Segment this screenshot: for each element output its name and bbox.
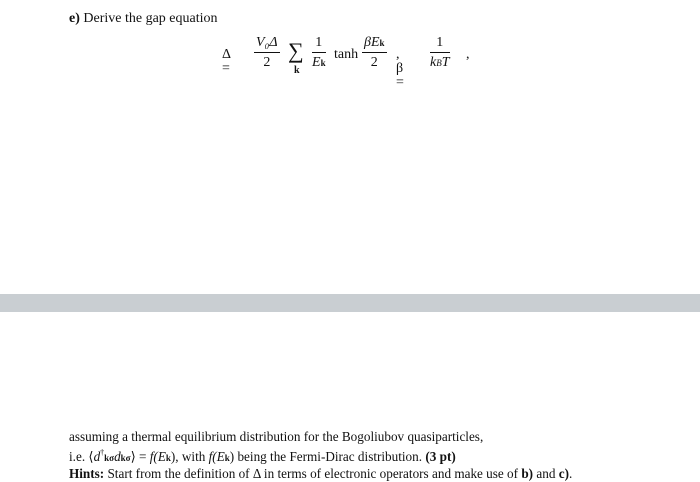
line2-arg-close: ), with bbox=[170, 449, 209, 464]
eq-coef-num: V₀Δ bbox=[254, 36, 280, 53]
line2-arg2-sub: k bbox=[224, 453, 230, 463]
text-line-2 bbox=[69, 445, 572, 466]
line2-f2: f bbox=[208, 449, 213, 464]
hints-label: Hints: bbox=[69, 466, 105, 481]
hint-ref-b: b) bbox=[521, 466, 534, 481]
eq-beta-num: 1 bbox=[430, 36, 450, 53]
part-title: Derive the gap equation bbox=[83, 11, 218, 26]
eq-lhs: Δ = bbox=[222, 47, 231, 76]
problem-text bbox=[69, 429, 572, 482]
eq-inv-den-sub: k bbox=[320, 58, 326, 68]
part-heading bbox=[69, 11, 218, 27]
eq-beta-sub: B bbox=[436, 58, 442, 68]
eq-end: , bbox=[466, 47, 470, 62]
line2-mid: ⟩ = bbox=[130, 449, 150, 464]
eq-coef-fraction bbox=[254, 36, 280, 70]
eq-beta-fraction bbox=[430, 36, 450, 70]
eq-arg-sub: k bbox=[379, 38, 385, 48]
line2-prefix: i.e. ⟨ bbox=[69, 449, 94, 464]
eq-arg-fraction bbox=[362, 36, 387, 70]
line2-rest: ) being the Fermi-Dirac distribution. bbox=[229, 449, 426, 464]
eq-beta-T: T bbox=[441, 55, 450, 70]
hint-ref-c: c) bbox=[558, 466, 569, 481]
eq-arg-beta: β bbox=[364, 35, 371, 50]
eq-inv-den: E bbox=[312, 55, 321, 70]
eq-inv-num: 1 bbox=[312, 36, 326, 53]
hint-and: and bbox=[533, 466, 559, 481]
eq-sep: , β = bbox=[396, 47, 404, 90]
eq-tanh: tanh bbox=[334, 47, 359, 62]
eq-arg-var: E bbox=[370, 35, 380, 50]
points-label: (3 pt) bbox=[425, 449, 456, 464]
hints-text: Start from the definition of Δ in terms of electronic operators and make use of bbox=[104, 466, 522, 481]
line2-d1: d bbox=[93, 449, 101, 464]
line2-f: f bbox=[149, 449, 154, 464]
line2-arg: (E bbox=[153, 449, 166, 464]
eq-beta-k: k bbox=[430, 55, 437, 70]
line2-sub1: kσ bbox=[104, 453, 115, 463]
line2-arg-sub: k bbox=[165, 453, 171, 463]
line2-d2: d bbox=[114, 449, 121, 464]
line2-sub2: kσ bbox=[120, 453, 131, 463]
sum-index: k bbox=[294, 65, 300, 76]
eq-coef-den: 2 bbox=[263, 55, 271, 70]
part-label: e) bbox=[69, 11, 80, 26]
dagger-symbol: † bbox=[100, 448, 105, 457]
sum-symbol: ∑ bbox=[288, 38, 304, 63]
page-divider bbox=[0, 294, 700, 312]
text-line-1: assuming a thermal equilibrium distribution for the Bogoliubov quasiparticles, bbox=[69, 429, 484, 444]
eq-arg-den: 2 bbox=[370, 55, 378, 70]
hint-end: . bbox=[568, 466, 573, 481]
line2-arg2: (E bbox=[212, 449, 225, 464]
eq-inv-fraction bbox=[312, 36, 326, 70]
